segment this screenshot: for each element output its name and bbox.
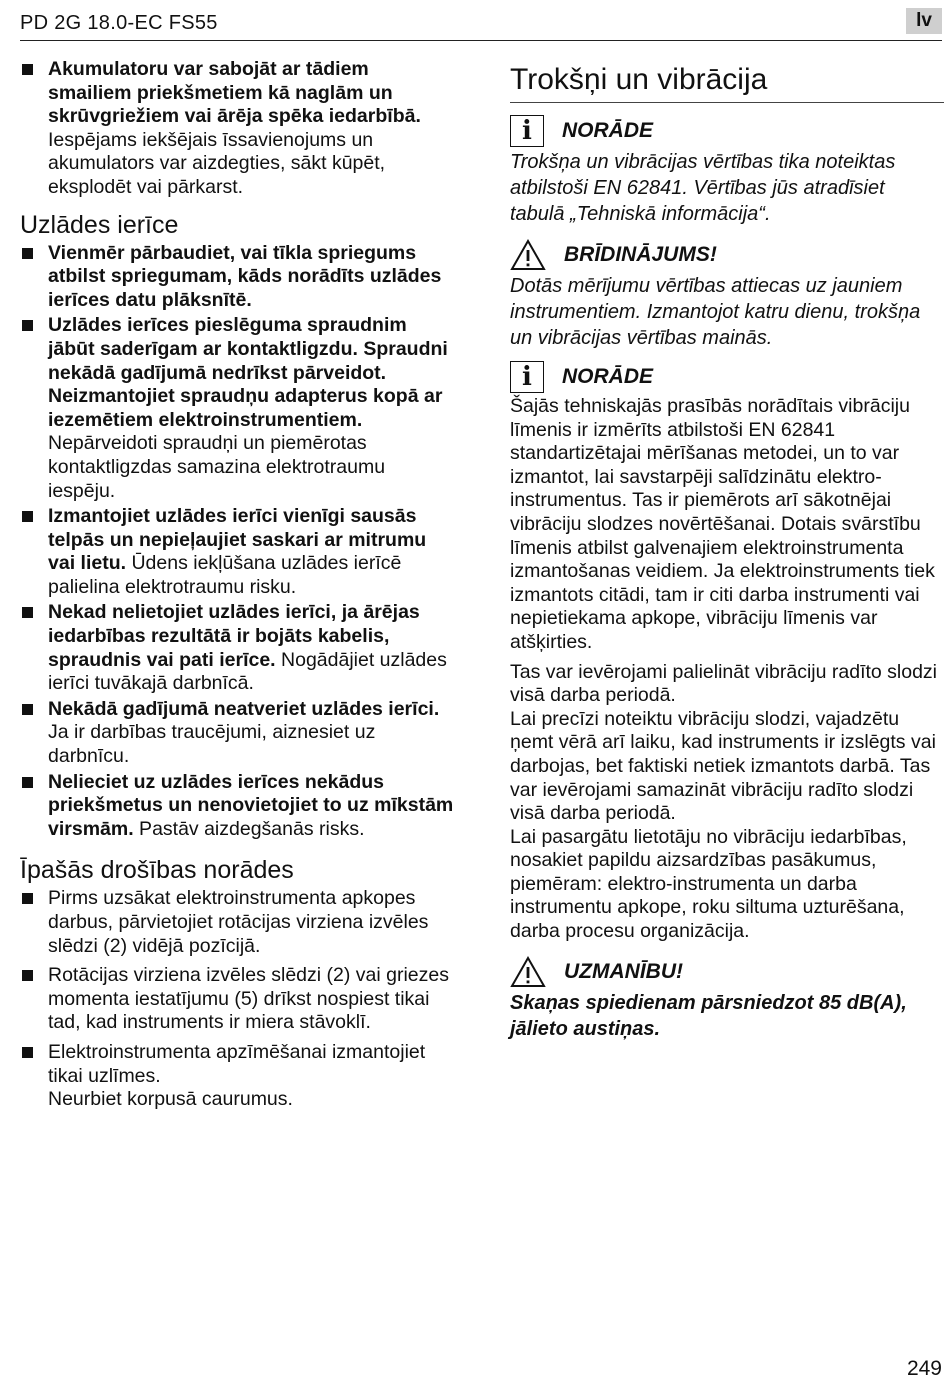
language-badge: lv	[906, 8, 942, 34]
note-text: Šajās tehniskajās prasībās norādītais vibrāciju līmenis ir izmērīts atbilstoši EN 62841 standartizētajai mērīšanas metodei, un to var izmantot, lai savstarpēji salīdzinātu elektro-instrumentus. Tas ir piemērots arī sākotnējai vibrāciju slodzes novērtēšanai. Dotais svārstību līmenis atbilst galvenajiem elektroinstrumenta izmantošanas veidiem. Ja elektroinstruments tiek izmantots citādi, tam ir citi darba instrumenti vai nepietiekama apkope, vibrāciju līmenis var atšķirties.	[510, 395, 935, 653]
bullet-text: Ja ir darbības traucējumi, aiznesiet uz darbnīcu.	[48, 721, 376, 768]
list-item	[20, 771, 456, 842]
paragraph: Lai pasargātu lietotāju no vibrāciju iedarbības, nosakiet papildu aizsardzības pasākumus, piemēram: elektro-instrumenta un darba instrumentu apkope, roku siltuma uzturēšana, darba procesu organizācija.	[510, 825, 907, 943]
bullet-bold: Nelieciet uz uzlādes ierīces nekādus priekšmetus un nenovietojiet to uz mīkstām virsmām.	[48, 770, 454, 840]
section-heading-special-safety: Īpašās drošības norādes	[20, 856, 294, 885]
bullet-text: Ūdens iekļūšana uzlādes ierīcē palielina elektrotraumu risku.	[48, 552, 402, 598]
bullet-text: Nepārveidoti spraudņi un piemērotas kontaktligzdas samazina elektrotraumu iespēju.	[48, 432, 386, 502]
bullet-bold: Nekādā gadījumā neatveriet uzlādes ierīci.	[48, 697, 440, 720]
bullet-bold: Vienmēr pārbaudiet, vai tīkla spriegums atbilst spriegumam, kāds norādīts uzlādes ierīces datu plāksnītē.	[48, 241, 442, 311]
note-text: Trokšņa un vibrācijas vērtības tika noteiktas atbilstoši EN 62841. Vērtības jūs atradīsiet tabulā „Tehniskā informācija“.	[510, 151, 896, 225]
section-heading-noise-vibration: Trokšņi un vibrācija	[510, 62, 944, 103]
list-item	[20, 601, 456, 695]
caution-title: UZMANĪBU!	[564, 959, 683, 983]
note-title: NORĀDE	[562, 119, 654, 142]
list-item: Rotācijas virziena izvēles slēdzi (2) vai griezes momenta iestatījumu (5) drīkst nospiest tikai tad, kad instruments ir miera stāvoklī.	[20, 964, 456, 1035]
note-title: NORĀDE	[562, 365, 654, 388]
info-icon: i	[510, 361, 544, 393]
list-item	[20, 698, 456, 769]
list-item	[20, 314, 456, 503]
list-item: Pirms uzsākat elektroinstrumenta apkopes darbus, pārvietojiet rotācijas virziena izvēles slēdzi (2) vidējā pozīcijā.	[20, 887, 456, 958]
page-number: 249	[906, 1357, 942, 1380]
info-icon: i	[510, 115, 544, 147]
warning-icon	[510, 956, 546, 988]
list-item	[20, 242, 456, 313]
bullet-text: Iespējams iekšējais īssavienojums un akumulators var aizdegties, sākt kūpēt, eksplodēt vai pārkarst.	[48, 128, 386, 198]
bullet-bold: Akumulatoru var sabojāt ar tādiem smailiem priekšmetiem kā naglām un skrūvgriežiem vai ārēja spēka iedarbībā.	[48, 58, 421, 128]
caution-text: Skaņas spiedienam pārsniedzot 85 dB(A), jālieto austiņas.	[510, 991, 907, 1040]
warning-title: BRĪDINĀJUMS!	[564, 243, 717, 266]
paragraph: Lai precīzi noteiktu vibrāciju slodzi, vajadzētu ņemt vērā arī laiku, kad instruments ir izslēgts vai darbojas, bet faktiski netiek izmantots darbā. Tas var ievērojami samazināt vibrāciju radīto slodzi visā darba periodā.	[510, 707, 936, 825]
model-name: PD 2G 18.0-EC FS55	[20, 12, 218, 34]
bullet-text: Pastāv aizdegšanās risks.	[133, 817, 365, 840]
warning-icon	[510, 239, 546, 271]
note-header	[510, 113, 944, 149]
bullet-bold: Nekad nelietojiet uzlādes ierīci, ja ārējas iedarbības rezultātā ir bojāts kabelis, spraudnis vai pati ierīce.	[48, 601, 420, 671]
note-header	[510, 359, 944, 395]
bullet-text: Nogādājiet uzlādes ierīci tuvākajā darbnīcā.	[48, 648, 447, 695]
section-heading-charger: Uzlādes ierīce	[20, 210, 179, 239]
battery-warning-bullet	[20, 58, 456, 200]
left-column	[20, 58, 456, 1114]
page-header	[20, 8, 942, 41]
right-column	[510, 58, 944, 1042]
warning-text: Dotās mērījumu vērtības attiecas uz jauniem instrumentiem. Izmantojot katru dienu, trokšņa un vibrācijas vērtības mainās.	[510, 275, 921, 349]
bullet-bold: Izmantojiet uzlādes ierīci vienīgi sausās telpās un nepieļaujiet saskari ar mitrumu vai lietu.	[48, 505, 427, 575]
list-item	[20, 505, 456, 599]
paragraph: Tas var ievērojami palielināt vibrāciju radīto slodzi visā darba periodā.	[510, 660, 938, 707]
bullet-bold: Uzlādes ierīces pieslēguma spraudnim jābūt saderīgam ar kontaktligzdu. Spraudni nekādā gadījumā nedrīkst pārveidot. Neizmantojiet spraudņu adapterus kopā ar iezemētiem elektroinstrumentiem.	[48, 314, 448, 431]
warning-header	[510, 237, 944, 273]
caution-header	[510, 954, 944, 990]
list-item: Elektroinstrumenta apzīmēšanai izmantojiet tikai uzlīmes. Neurbiet korpusā caurumus.	[20, 1041, 456, 1112]
